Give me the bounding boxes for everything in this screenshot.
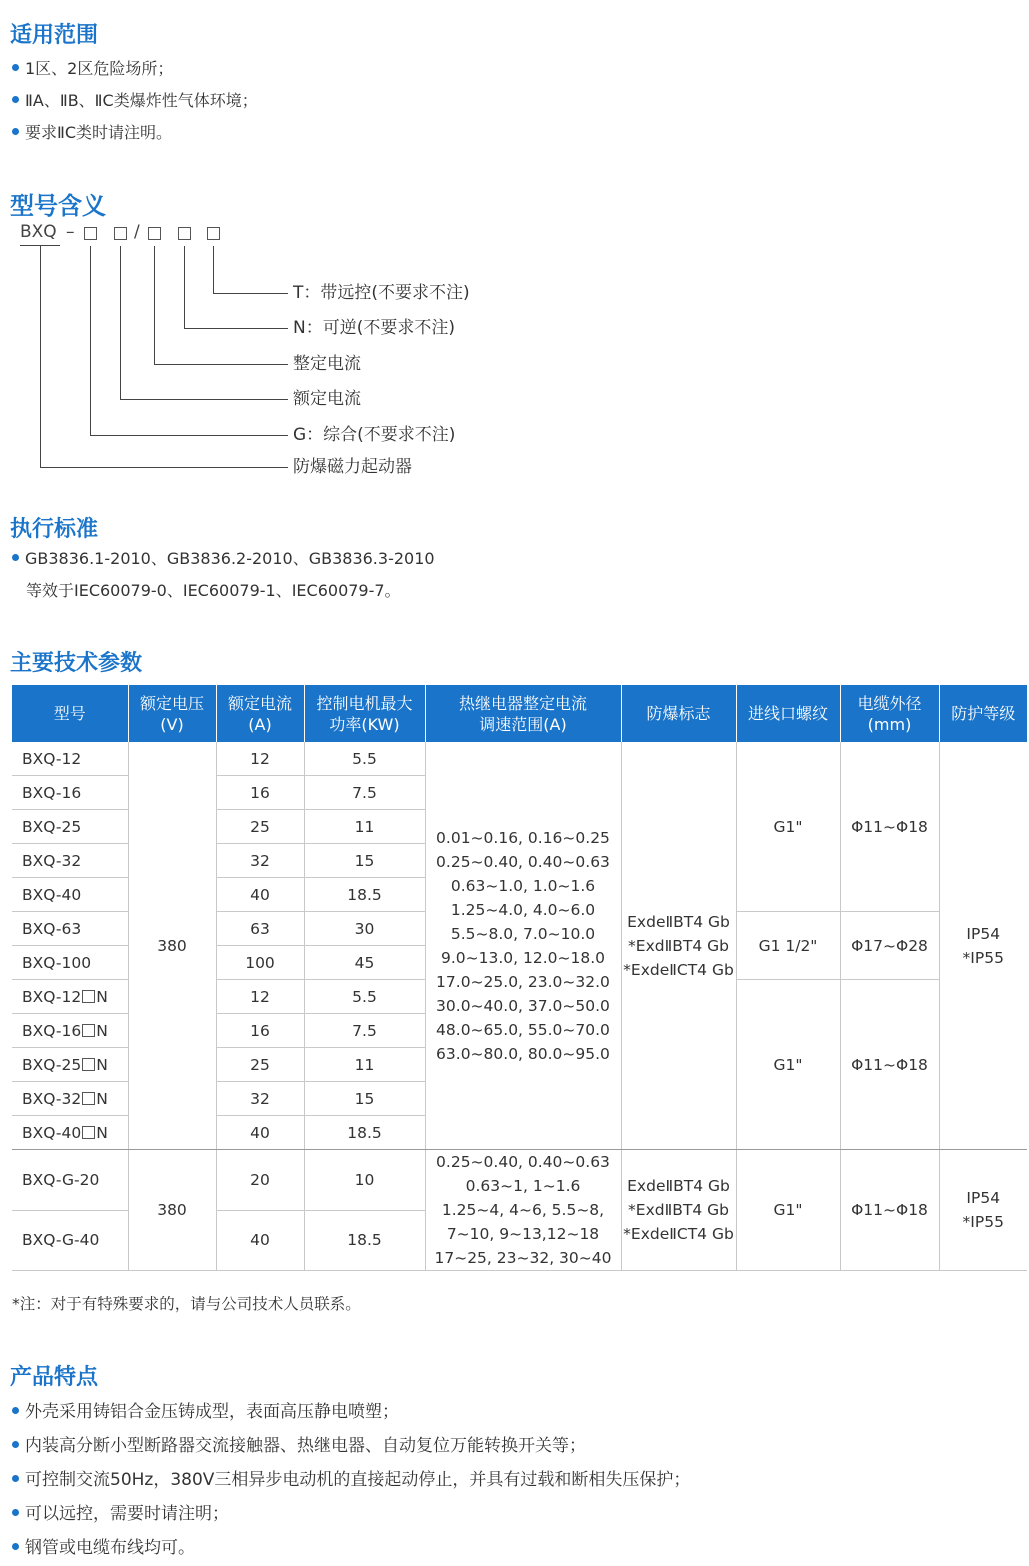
placeholder-box-icon bbox=[82, 1126, 95, 1139]
cell-model: BXQ-G-40 bbox=[12, 1210, 128, 1271]
cell-power: 30 bbox=[304, 912, 425, 946]
cell-model bbox=[12, 1014, 128, 1048]
leader-g bbox=[90, 246, 91, 435]
cell-power: 15 bbox=[304, 1082, 425, 1116]
label-rated-current: 额定电流 bbox=[293, 389, 361, 409]
standard-equivalent: 等效于IEC60079-0、IEC60079-1、IEC60079-7。 bbox=[26, 581, 401, 600]
cell-relay-range bbox=[425, 1150, 621, 1271]
cell-line: 0.25~0.40, 0.40~0.63 bbox=[436, 1153, 610, 1171]
model-dash: – bbox=[66, 222, 75, 242]
th-ex-mark bbox=[621, 685, 736, 742]
bullet-dot-icon bbox=[12, 1509, 19, 1516]
cell-cable: Φ11~Φ18 bbox=[840, 1150, 939, 1271]
standard-item bbox=[12, 549, 435, 569]
bullet-dot-icon bbox=[12, 128, 19, 135]
table-note: *注：对于有特殊要求的，请与公司技术人员联系。 bbox=[12, 1295, 361, 1313]
leader-n bbox=[184, 246, 185, 328]
feature-text: 可以远控，需要时请注明； bbox=[25, 1504, 229, 1524]
model-code-diagram bbox=[0, 220, 520, 490]
cell-model bbox=[12, 844, 128, 878]
bullet-dot-icon bbox=[12, 1441, 19, 1448]
cell-current: 12 bbox=[216, 742, 304, 776]
model-text: BXQ-100 bbox=[22, 953, 92, 972]
cell-power: 18.5 bbox=[304, 878, 425, 912]
section-title-standard: 执行标准 bbox=[10, 517, 99, 542]
cell-model bbox=[12, 1116, 128, 1150]
model-text: BXQ-12 bbox=[22, 749, 82, 768]
cell-power: 7.5 bbox=[304, 1014, 425, 1048]
cell-ex-mark bbox=[621, 742, 736, 1150]
table-header-row bbox=[12, 685, 1027, 742]
feature-item bbox=[12, 1401, 399, 1423]
model-suffix: N bbox=[96, 1055, 108, 1074]
th-thread bbox=[736, 685, 840, 742]
cell-model: BXQ-G-20 bbox=[12, 1150, 128, 1211]
cell-power: 5.5 bbox=[304, 742, 425, 776]
cell-power: 11 bbox=[304, 810, 425, 844]
cell-model bbox=[12, 1048, 128, 1082]
th-current bbox=[216, 685, 304, 742]
model-text: BXQ-63 bbox=[22, 919, 82, 938]
section-title-params: 主要技术参数 bbox=[10, 651, 143, 676]
cell-current: 32 bbox=[216, 844, 304, 878]
model-text: BXQ-32 bbox=[22, 1089, 82, 1108]
leader-prefix-h bbox=[40, 467, 288, 468]
code-box-t bbox=[207, 227, 220, 240]
placeholder-box-icon bbox=[82, 1058, 95, 1071]
spec-table bbox=[12, 685, 1027, 1271]
feature-item bbox=[12, 1503, 229, 1525]
feature-text: 钢管或电缆布线均可。 bbox=[25, 1538, 195, 1558]
cell-thread: G1" bbox=[736, 1150, 840, 1271]
section-title-features: 产品特点 bbox=[10, 1365, 99, 1390]
leader-g-h bbox=[90, 435, 288, 436]
cell-current: 40 bbox=[216, 878, 304, 912]
leader-t-h bbox=[213, 293, 288, 294]
section-title-model: 型号含义 bbox=[10, 192, 106, 220]
model-text: BXQ-40 bbox=[22, 885, 82, 904]
header-line: (V) bbox=[160, 714, 184, 734]
header-line: 防护等级 bbox=[951, 704, 1016, 723]
model-suffix: N bbox=[96, 1021, 108, 1040]
code-box-g bbox=[84, 227, 97, 240]
bullet-dot-icon bbox=[12, 554, 19, 561]
model-text: BXQ-25 bbox=[22, 1055, 82, 1074]
th-voltage bbox=[128, 685, 216, 742]
feature-item bbox=[12, 1537, 195, 1559]
cell-model bbox=[12, 946, 128, 980]
placeholder-box-icon bbox=[82, 990, 95, 1003]
cell-cable: Φ17~Φ28 bbox=[840, 912, 939, 980]
label-product: 防爆磁力起动器 bbox=[293, 457, 412, 477]
cell-line: *ExdⅡBT4 Gb bbox=[628, 936, 729, 955]
code-box-setting bbox=[148, 227, 161, 240]
scope-item bbox=[12, 91, 258, 111]
model-suffix: N bbox=[96, 1123, 108, 1142]
cell-line: *ExdeⅡCT4 Gb bbox=[623, 960, 734, 979]
scope-item-text: ⅡA、ⅡB、ⅡC类爆炸性气体环境； bbox=[25, 91, 258, 110]
placeholder-box-icon bbox=[82, 1092, 95, 1105]
th-cable bbox=[840, 685, 939, 742]
cell-line: 0.63~1.0, 1.0~1.6 bbox=[450, 876, 596, 895]
cell-power: 15 bbox=[304, 844, 425, 878]
header-line: 防爆标志 bbox=[646, 704, 711, 723]
cell-line: 1.25~4, 4~6, 5.5~8, bbox=[441, 1201, 605, 1219]
cell-line: 48.0~65.0, 55.0~70.0 bbox=[436, 1020, 610, 1039]
th-power bbox=[304, 685, 425, 742]
bullet-dot-icon bbox=[12, 1475, 19, 1482]
feature-text: 外壳采用铸铝合金压铸成型，表面高压静电喷塑； bbox=[25, 1402, 399, 1422]
model-text: BXQ-12 bbox=[22, 987, 82, 1006]
cell-cable: Φ11~Φ18 bbox=[840, 742, 939, 912]
header-line: 额定电流 bbox=[227, 693, 292, 713]
cell-line: 17.0~25.0, 23.0~32.0 bbox=[436, 972, 610, 991]
header-line: 额定电压 bbox=[139, 693, 204, 713]
cell-current: 16 bbox=[216, 776, 304, 810]
cell-ex-mark bbox=[621, 1150, 736, 1271]
cell-voltage: 380 bbox=[128, 1150, 216, 1271]
cell-current: 25 bbox=[216, 810, 304, 844]
header-line: 调速范围(A) bbox=[479, 714, 567, 734]
cell-power: 18.5 bbox=[304, 1116, 425, 1150]
scope-item-text: 1区、2区危险场所； bbox=[25, 59, 174, 78]
model-suffix: N bbox=[96, 1089, 108, 1108]
leader-rated bbox=[120, 246, 121, 399]
header-line: 热继电器整定电流 bbox=[458, 693, 587, 713]
leader-n-h bbox=[184, 328, 288, 329]
cell-line: 5.5~8.0, 7.0~10.0 bbox=[450, 924, 596, 943]
cell-protection bbox=[939, 1150, 1027, 1271]
model-text: BXQ-32 bbox=[22, 851, 82, 870]
cell-power: 5.5 bbox=[304, 980, 425, 1014]
cell-line: 7~10, 9~13,12~18 bbox=[446, 1225, 600, 1243]
leader-t bbox=[213, 246, 214, 293]
model-text: BXQ-40 bbox=[22, 1123, 82, 1142]
cell-cable: Φ11~Φ18 bbox=[840, 980, 939, 1150]
cell-line: *ExdeⅡCT4 Gb bbox=[623, 1225, 734, 1243]
bullet-dot-icon bbox=[12, 1407, 19, 1414]
bullet-dot-icon bbox=[12, 96, 19, 103]
cell-thread: G1" bbox=[736, 742, 840, 912]
cell-relay-range bbox=[425, 742, 621, 1150]
cell-power: 10 bbox=[304, 1150, 425, 1211]
cell-line: 0.63~1, 1~1.6 bbox=[465, 1177, 581, 1195]
cell-thread: G1" bbox=[736, 980, 840, 1150]
cell-power: 45 bbox=[304, 946, 425, 980]
header-line: 进线口螺纹 bbox=[747, 704, 828, 723]
cell-line: 0.01~0.16, 0.16~0.25 bbox=[436, 828, 610, 847]
cell-current: 32 bbox=[216, 1082, 304, 1116]
cell-model bbox=[12, 776, 128, 810]
cell-line: 9.0~13.0, 12.0~18.0 bbox=[440, 948, 605, 967]
model-prefix: BXQ bbox=[20, 222, 57, 242]
cell-thread: G1 1/2" bbox=[736, 912, 840, 980]
header-line: 电缆外径 bbox=[857, 693, 922, 713]
cell-current: 40 bbox=[216, 1210, 304, 1271]
cell-voltage: 380 bbox=[128, 742, 216, 1150]
cell-model bbox=[12, 912, 128, 946]
cell-current: 12 bbox=[216, 980, 304, 1014]
section-title-scope: 适用范围 bbox=[10, 23, 99, 48]
cell-line: ExdeⅡBT4 Gb bbox=[627, 1177, 730, 1195]
cell-line: *IP55 bbox=[962, 1213, 1004, 1231]
cell-line: 30.0~40.0, 37.0~50.0 bbox=[436, 996, 610, 1015]
cell-model bbox=[12, 878, 128, 912]
model-text: BXQ-16 bbox=[22, 1021, 82, 1040]
label-n: N：可逆(不要求不注) bbox=[293, 318, 455, 338]
code-box-n bbox=[178, 227, 191, 240]
leader-setting bbox=[154, 246, 155, 364]
cell-power: 18.5 bbox=[304, 1210, 425, 1271]
cell-line: 1.25~4.0, 4.0~6.0 bbox=[450, 900, 596, 919]
cell-line: 63.0~80.0, 80.0~95.0 bbox=[436, 1044, 610, 1063]
cell-line: *ExdⅡBT4 Gb bbox=[628, 1201, 729, 1219]
bullet-dot-icon bbox=[12, 64, 19, 71]
table-row bbox=[12, 1150, 1027, 1211]
cell-line: 17~25, 23~32, 30~40 bbox=[434, 1249, 612, 1267]
code-box-rated bbox=[114, 227, 127, 240]
cell-protection bbox=[939, 742, 1027, 1150]
bullet-dot-icon bbox=[12, 1543, 19, 1550]
header-line: (mm) bbox=[867, 714, 912, 734]
scope-item-text: 要求ⅡC类时请注明。 bbox=[25, 123, 173, 142]
cell-model bbox=[12, 980, 128, 1014]
cell-line: IP54 bbox=[966, 924, 1001, 943]
cell-line: 0.25~0.40, 0.40~0.63 bbox=[436, 852, 610, 871]
feature-item bbox=[12, 1469, 690, 1491]
cell-current: 100 bbox=[216, 946, 304, 980]
header-line: 控制电机最大 bbox=[316, 693, 413, 713]
standard-text: GB3836.1-2010、GB3836.2-2010、GB3836.3-2010 bbox=[25, 549, 435, 568]
cell-model bbox=[12, 1082, 128, 1116]
cell-line: ExdeⅡBT4 Gb bbox=[627, 912, 730, 931]
th-protection bbox=[939, 685, 1027, 742]
cell-model bbox=[12, 742, 128, 776]
cell-current: 20 bbox=[216, 1150, 304, 1211]
th-model bbox=[12, 685, 128, 742]
model-suffix: N bbox=[96, 987, 108, 1006]
cell-power: 11 bbox=[304, 1048, 425, 1082]
feature-text: 可控制交流50Hz，380V三相异步电动机的直接起动停止，并具有过载和断相失压保护； bbox=[25, 1470, 691, 1490]
cell-current: 16 bbox=[216, 1014, 304, 1048]
label-setting-current: 整定电流 bbox=[293, 354, 361, 374]
cell-line: IP54 bbox=[966, 1189, 1001, 1207]
cell-power: 7.5 bbox=[304, 776, 425, 810]
cell-line: *IP55 bbox=[962, 948, 1004, 967]
leader-setting-h bbox=[154, 364, 288, 365]
label-g: G：综合(不要求不注) bbox=[293, 425, 456, 445]
label-t: T：带远控(不要求不注) bbox=[293, 283, 470, 303]
header-line: 功率(KW) bbox=[329, 714, 400, 734]
model-text: BXQ-16 bbox=[22, 783, 82, 802]
th-relay-range bbox=[425, 685, 621, 742]
header-line: 型号 bbox=[53, 704, 86, 723]
leader-rated-h bbox=[120, 399, 288, 400]
table-row bbox=[12, 742, 1027, 776]
leader-prefix bbox=[40, 245, 41, 467]
cell-current: 25 bbox=[216, 1048, 304, 1082]
scope-item bbox=[12, 123, 172, 143]
cell-current: 63 bbox=[216, 912, 304, 946]
scope-item bbox=[12, 59, 173, 79]
feature-text: 内装高分断小型断路器交流接触器、热继电器、自动复位万能转换开关等； bbox=[25, 1436, 586, 1456]
model-text: BXQ-25 bbox=[22, 817, 82, 836]
feature-item bbox=[12, 1435, 586, 1457]
model-slash: / bbox=[134, 222, 140, 242]
placeholder-box-icon bbox=[82, 1024, 95, 1037]
header-line: (A) bbox=[248, 714, 272, 734]
cell-current: 40 bbox=[216, 1116, 304, 1150]
cell-model bbox=[12, 810, 128, 844]
